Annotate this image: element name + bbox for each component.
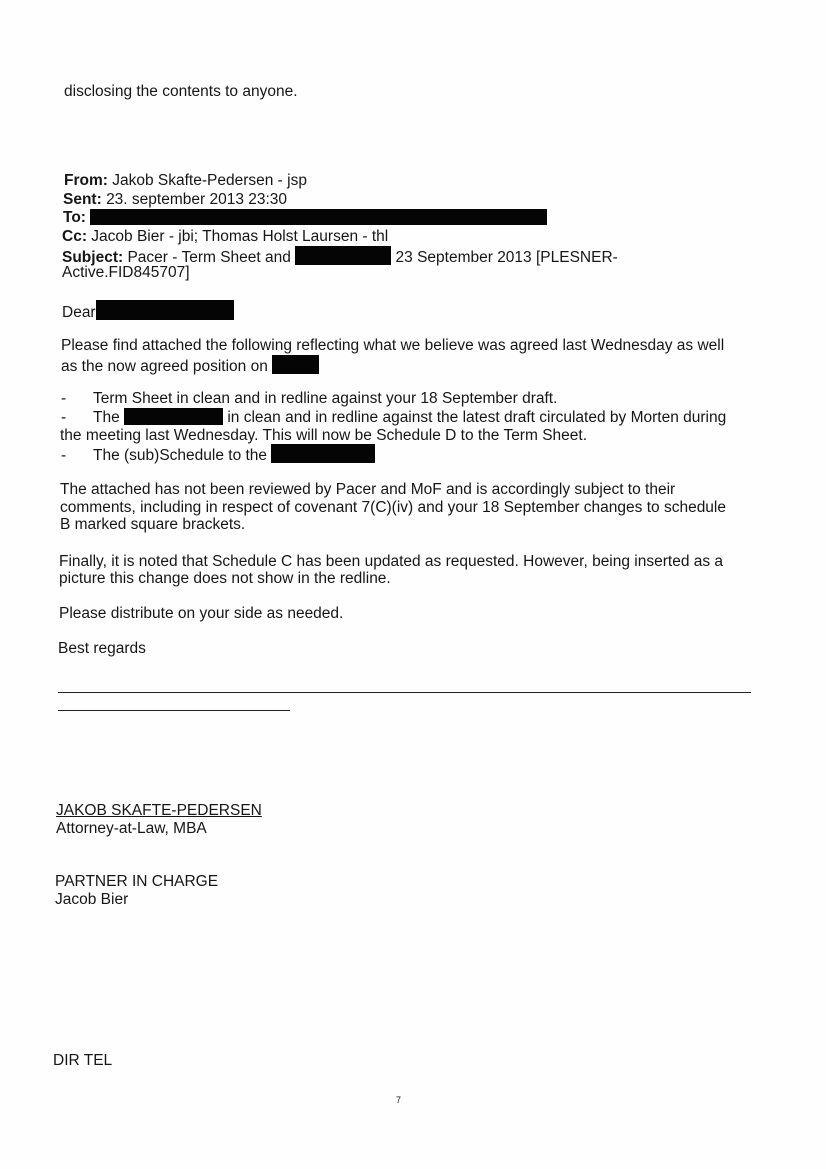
paragraph-text: Please find attached the following reflecting what we believe was agreed last Wednesday as well: [61, 337, 725, 354]
subject-value-part2: 23 September 2013 [PLESNER-: [395, 249, 618, 266]
redaction-box: [124, 408, 223, 425]
to-row: [63, 209, 547, 227]
bullet-text: in clean and in redline against the latest draft circulated by Morten during: [227, 409, 727, 426]
paragraph-text: The attached has not been reviewed by Pacer and MoF and is accordingly subject to their: [60, 481, 676, 498]
redaction-box: [96, 300, 234, 320]
redaction-box: [271, 444, 375, 463]
bullet-text: the meeting last Wednesday. This will now be Schedule D to the Term Sheet.: [60, 427, 587, 444]
paragraph-text: picture this change does not show in the redline.: [59, 570, 391, 587]
closing-text: Best regards: [58, 640, 146, 657]
greeting: Dear: [62, 304, 96, 321]
subject-value-part1: Pacer - Term Sheet and: [127, 249, 291, 266]
bullet-text: Term Sheet in clean and in redline against your 18 September draft.: [93, 390, 558, 407]
signature-title-row: [56, 820, 207, 838]
redaction-box: [90, 209, 547, 225]
paragraph-2-line-3: [60, 516, 245, 534]
from-row: [64, 172, 307, 190]
paragraph-text: B marked square brackets.: [60, 516, 246, 533]
paragraph-4: [59, 605, 343, 623]
partner-name-row: [55, 891, 128, 909]
paragraph-text: as the now agreed position on: [61, 358, 268, 375]
bullet-1: [61, 390, 557, 408]
sent-label: Sent:: [63, 191, 102, 208]
bullet-2-continued: [60, 427, 587, 445]
partner-label-row: [55, 873, 218, 891]
signature-divider: [58, 692, 751, 693]
bullet-3: [61, 444, 375, 465]
dir-tel-label: DIR TEL: [53, 1052, 113, 1069]
paragraph-3-line-2: [59, 570, 391, 588]
sent-row: [63, 191, 287, 209]
paragraph-1-line-2: [61, 355, 319, 376]
continuation-text: [64, 83, 298, 101]
from-value: Jakob Skafte-Pedersen - jsp: [112, 172, 307, 189]
cc-value: Jacob Bier - jbi; Thomas Holst Laursen - thl: [91, 228, 389, 245]
paragraph-2-line-2: [60, 499, 726, 517]
paragraph-text: Please distribute on your side as needed.: [59, 605, 344, 622]
paragraph-1-line-1: [61, 337, 724, 355]
paragraph-text: Finally, it is noted that Schedule C has been updated as requested. However, being inserted as a: [59, 553, 724, 570]
signature-title: Attorney-at-Law, MBA: [56, 820, 207, 837]
paragraph-3-line-1: [59, 553, 723, 571]
subject-row-continued: [62, 264, 190, 282]
bullet-text: The (sub)Schedule to the: [93, 447, 268, 464]
dir-tel-row: [53, 1052, 112, 1070]
redaction-box: [295, 246, 391, 265]
partner-label: PARTNER IN CHARGE: [55, 873, 219, 890]
bullet-2: [61, 408, 726, 427]
signature-name-row: [56, 802, 262, 820]
bullet-text: The: [93, 409, 120, 426]
redaction-box: [272, 355, 319, 374]
page-number: 7: [396, 1095, 402, 1105]
bullet-dash: -: [61, 409, 67, 426]
sent-value: 23. september 2013 23:30: [106, 191, 288, 208]
signature-divider-short: [58, 710, 290, 711]
signature-name: JAKOB SKAFTE-PEDERSEN: [56, 802, 262, 819]
subject-value-part3: Active.FID845707]: [62, 264, 190, 281]
subject-label: Subject:: [62, 249, 124, 266]
bullet-dash: -: [61, 447, 67, 464]
cc-row: [62, 228, 388, 246]
paragraph-text: comments, including in respect of covenant 7(C)(iv) and your 18 September changes to schedule: [60, 499, 726, 516]
greeting-row: [62, 300, 234, 322]
from-label: From:: [64, 172, 108, 189]
cc-label: Cc:: [62, 228, 87, 245]
to-label: To:: [63, 209, 86, 226]
paragraph-2-line-1: [60, 481, 675, 499]
closing: [58, 640, 146, 658]
bullet-dash: -: [61, 390, 67, 407]
partner-name: Jacob Bier: [55, 891, 129, 908]
continuation-line: disclosing the contents to anyone.: [64, 83, 298, 100]
